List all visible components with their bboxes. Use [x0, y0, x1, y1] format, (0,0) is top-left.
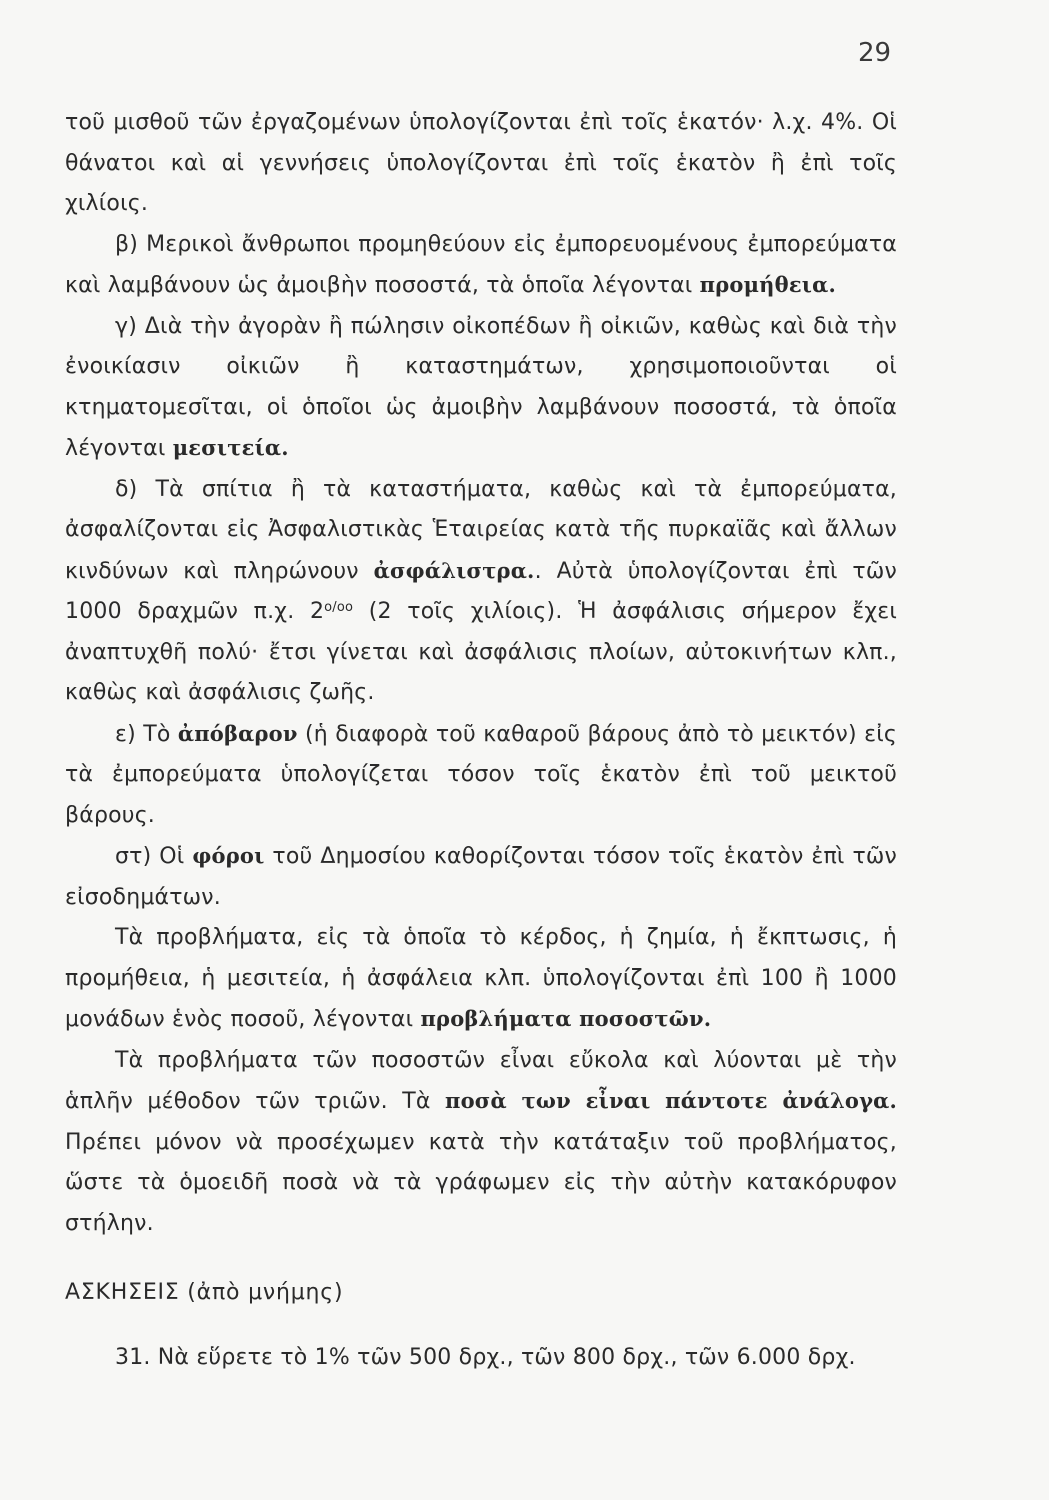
page-number: 29 — [858, 38, 892, 68]
page-text — [65, 103, 897, 1378]
paragraph-delta-text-before: δ) Τὰ σπίτια ἢ τὰ καταστήματα, καθὼς καὶ τὰ ἐμπορεύματα, ἀσφαλίζονται εἰς Ἀσφαλιστικὰς Ἑταιρείας κατὰ τῆς πυρκαϊᾶς καὶ ἄλλων κινδύνων καὶ πληρώνουν — [65, 476, 897, 584]
paragraph-gamma-text: γ) Διὰ τὴν ἀγορὰν ἢ πώλησιν οἰκοπέδων ἢ οἰκιῶν, καθὼς καὶ διὰ τὴν ἐνοικίασιν οἰκιῶν ἢ καταστημάτων, χρησιμοποιοῦνται οἱ κτηματομεσῖται, οἱ ὁποῖοι ὡς ἀμοιβὴν λαμβάνουν ποσοστά, τὰ ὁποῖα λέγονται — [65, 313, 897, 461]
permille-sign: o/oo — [324, 600, 354, 615]
paragraph-problems — [65, 918, 897, 1041]
paragraph-method-text-before: Τὰ προβλήματα τῶν ποσοστῶν εἶναι εὔκολα καὶ λύονται μὲ τὴν ἁπλῆν μέθοδον τῶν τριῶν. Τὰ — [65, 1047, 897, 1114]
paragraph-delta — [65, 470, 897, 714]
term-posa-analoga: ποσὰ των εἶναι πάντοτε ἀνάλογα. — [445, 1088, 898, 1113]
paragraph-epsilon — [65, 714, 897, 837]
paragraph-intro-text: τοῦ μισθοῦ τῶν ἐργαζομένων ὑπολογίζονται ἐπὶ τοῖς ἑκατόν· λ.χ. 4%. Οἱ θάνατοι καὶ αἱ γεννήσεις ὑπολογίζονται ἐπὶ τοῖς ἑκατὸν ἢ ἐπὶ τοῖς χιλίοις. — [65, 110, 897, 216]
paragraph-epsilon-text-before: ε) Τὸ — [115, 721, 171, 747]
term-foroi: φόροι — [192, 843, 265, 868]
paragraph-sigma-tau-text-before: στ) Οἱ — [115, 844, 185, 869]
paragraph-beta-text: β) Μερικοὶ ἄνθρωποι προμηθεύουν εἰς ἐμπορευομένους ἐμπορεύματα καὶ λαμβάνουν ὡς ἀμοιβὴν ποσοστά, τὰ ὁποῖα λέγονται — [65, 231, 897, 298]
paragraph-epsilon-text-after: (ἡ διαφορὰ τοῦ καθαροῦ βάρους ἀπὸ τὸ μεικτόν) εἰς τὰ ἐμπορεύματα ὑπολογίζεται τόσον τοῖς ἑκατὸν ἐπὶ τοῦ μεικτοῦ βάρους. — [65, 721, 897, 828]
paragraph-sigma-tau — [65, 836, 897, 918]
term-apovaron: ἀπόβαρον — [177, 720, 298, 746]
term-asfalistra: ἀσφάλιστρα. — [373, 557, 535, 583]
exercise-31: 31. Νὰ εὕρετε τὸ 1% τῶν 500 δρχ., τῶν 800 δρχ., τῶν 6.000 δρχ. — [115, 1344, 856, 1370]
term-promitheia: προμήθεια. — [699, 272, 837, 297]
paragraph-sigma-tau-text-after: τοῦ Δημοσίου καθορίζονται τόσον τοῖς ἑκατὸν ἐπὶ τῶν εἰσοδημάτων. — [65, 844, 897, 910]
term-mesiteia: μεσιτεία. — [172, 435, 289, 460]
paragraph-method-text-after: Πρέπει μόνον νὰ προσέχωμεν κατὰ τὴν κατάταξιν τοῦ προβλήματος, ὥστε τὰ ὁμοειδῆ ποσὰ νὰ τὰ γράφωμεν εἰς τὴν αὐτὴν κατακόρυφον στήλην. — [65, 1129, 897, 1236]
paragraph-intro — [65, 103, 897, 225]
exercises-heading: ΑΣΚΗΣΕΙΣ (ἀπὸ μνήμης) — [65, 1280, 344, 1305]
paragraph-beta — [65, 225, 897, 307]
paragraph-method — [65, 1041, 897, 1245]
term-provlimata-pososton: προβλήματα ποσοστῶν. — [420, 1006, 712, 1031]
paragraph-delta-text-after-1: . Αὐτὰ ὑπολογίζονται ἐπὶ τῶν 1000 δραχμῶν π.χ. 2 — [65, 558, 897, 624]
paragraph-delta-text-after-2: (2 τοῖς χιλίοις). Ἡ ἀσφάλισις σήμερον ἔχει ἀναπτυχθῆ πολύ· ἔτσι γίνεται καὶ ἀσφάλισις πλοίων, αὐτοκινήτων κλπ., καθὼς καὶ ἀσφάλισις ζωῆς. — [65, 599, 897, 705]
paragraph-gamma — [65, 307, 897, 470]
paragraph-problems-text: Τὰ προβλήματα, εἰς τὰ ὁποῖα τὸ κέρδος, ἡ ζημία, ἡ ἔκπτωσις, ἡ προμήθεια, ἡ μεσιτεία, ἡ ἀσφάλεια κλπ. ὑπολογίζονται ἐπὶ 100 ἢ 1000 μονάδων ἑνὸς ποσοῦ, λέγονται — [65, 925, 897, 1032]
